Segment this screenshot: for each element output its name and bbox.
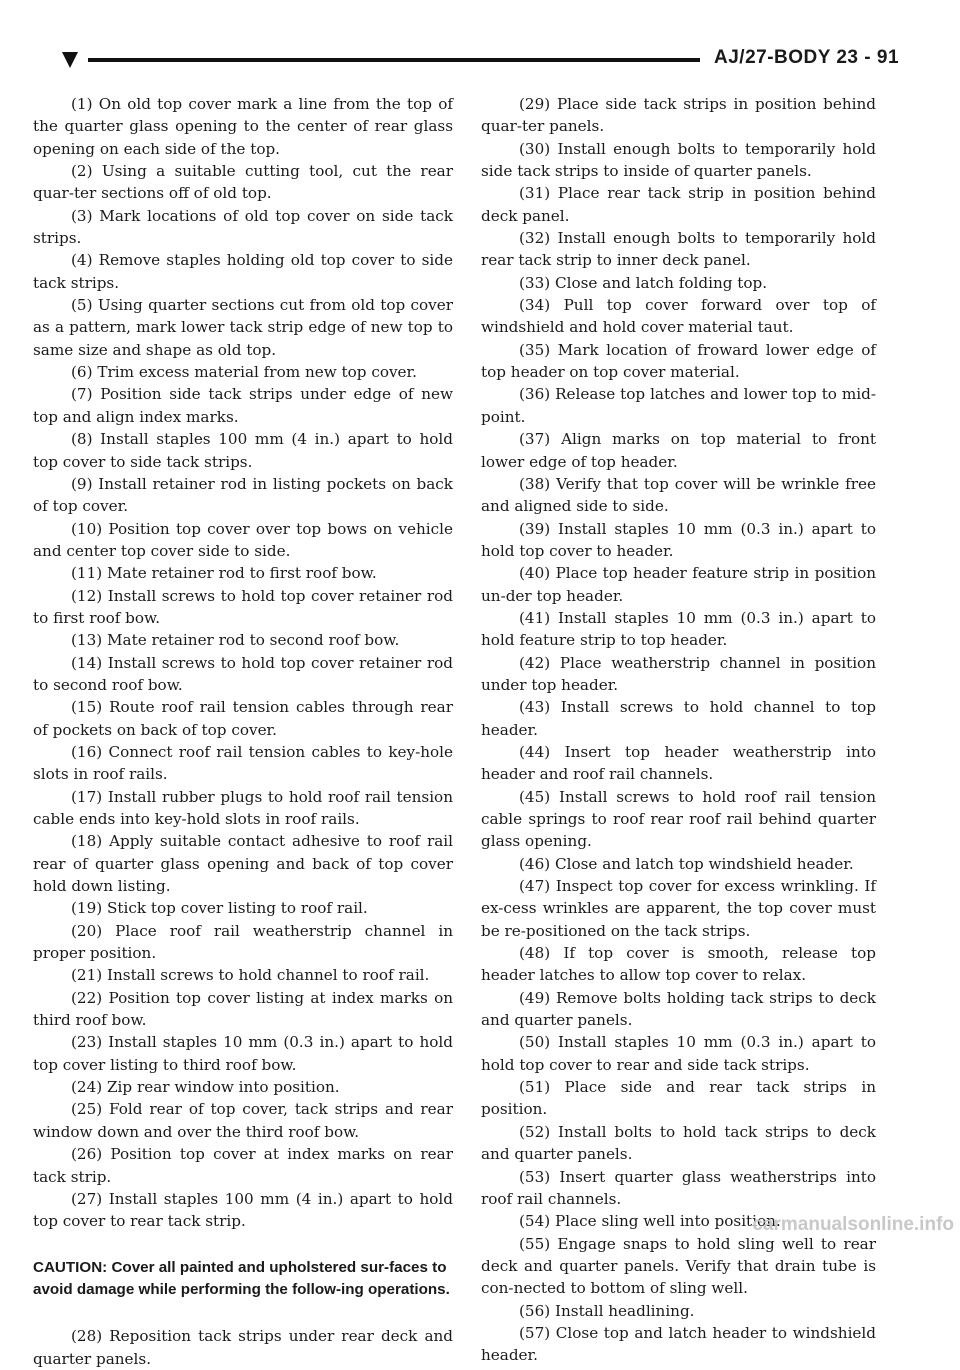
step-paragraph: (15) Route roof rail tension cables through rear of pockets on back of top cover. <box>33 698 453 739</box>
step-paragraph: (19) Stick top cover listing to roof rail. <box>71 899 368 918</box>
step-paragraph: (5) Using quarter sections cut from old top cover as a pattern, mark lower tack strip edge of new top to same size and shape as old top. <box>33 296 453 359</box>
step-paragraph: (28) Reposition tack strips under rear deck and quarter panels. <box>33 1327 453 1368</box>
left-steps-after <box>33 1325 453 1370</box>
step-paragraph: (57) Close top and latch header to windshield header. <box>481 1323 876 1365</box>
step-paragraph: (35) Mark location of froward lower edge of top header on top cover material. <box>481 340 876 382</box>
step-paragraph: (29) Place side tack strips in position behind quar-ter panels. <box>481 95 876 136</box>
step-paragraph: (9) Install retainer rod in listing pockets on back of top cover. <box>33 474 453 516</box>
step-paragraph: (38) Verify that top cover will be wrinkle free and aligned side to side. <box>481 474 876 516</box>
step-paragraph: (34) Pull top cover forward over top of windshield and hold cover material taut. <box>481 296 876 337</box>
step-paragraph: (16) Connect roof rail tension cables to key-hole slots in roof rails. <box>33 742 453 784</box>
step-paragraph: (43) Install screws to hold channel to top header. <box>481 698 876 739</box>
step-paragraph: (26) Position top cover at index marks on rear tack strip. <box>33 1145 453 1186</box>
caution-note: CAUTION: Cover all painted and upholstered sur-faces to avoid damage while performing the follow-ing operations. <box>33 1258 450 1298</box>
triangle-marker-icon <box>62 52 78 68</box>
step-paragraph: (44) Insert top header weatherstrip into header and roof rail channels. <box>481 742 876 784</box>
step-paragraph: (14) Install screws to hold top cover retainer rod to second roof bow. <box>33 653 453 694</box>
step-paragraph: (42) Place weatherstrip channel in position under top header. <box>481 653 876 694</box>
step-paragraph: (53) Insert quarter glass weatherstrips into roof rail channels. <box>481 1167 876 1208</box>
step-paragraph: (56) Install headlining. <box>519 1301 695 1320</box>
step-paragraph: (22) Position top cover listing at index marks on third roof bow. <box>33 988 453 1030</box>
watermark: carmanualsonline.info <box>752 1214 954 1235</box>
step-paragraph: (47) Inspect top cover for excess wrinkling. If ex-cess wrinkles are apparent, the top cover must be re-positioned on the tack strips. <box>481 877 876 940</box>
step-paragraph: (40) Place top header feature strip in position un-der top header. <box>481 564 876 605</box>
step-paragraph: (52) Install bolts to hold tack strips to deck and quarter panels. <box>481 1122 876 1164</box>
step-paragraph: (4) Remove staples holding old top cover to side tack strips. <box>33 251 453 292</box>
step-paragraph: (46) Close and latch top windshield header. <box>519 854 854 873</box>
step-paragraph: (11) Mate retainer rod to first roof bow. <box>71 564 377 583</box>
header-rule <box>88 58 700 62</box>
left-column <box>33 93 453 1370</box>
right-steps <box>481 93 876 1367</box>
step-paragraph: (24) Zip rear window into position. <box>71 1078 340 1097</box>
step-paragraph: (23) Install staples 10 mm (0.3 in.) apart to hold top cover listing to third roof bow. <box>33 1033 453 1074</box>
step-paragraph: (27) Install staples 100 mm (4 in.) apart to hold top cover to rear tack strip. <box>33 1189 453 1231</box>
step-paragraph: (3) Mark locations of old top cover on side tack strips. <box>33 206 453 248</box>
step-paragraph: (12) Install screws to hold top cover retainer rod to first roof bow. <box>33 586 453 627</box>
step-paragraph: (39) Install staples 10 mm (0.3 in.) apart to hold top cover to header. <box>481 519 876 560</box>
step-paragraph: (41) Install staples 10 mm (0.3 in.) apart to hold feature strip to top header. <box>481 608 876 650</box>
step-paragraph: (25) Fold rear of top cover, tack strips and rear window down and over the third roof bow. <box>33 1100 453 1141</box>
page-title: AJ/27-BODY 23 - 91 <box>714 47 900 68</box>
step-paragraph: (1) On old top cover mark a line from the top of the quarter glass opening to the center of rear glass opening on each side of the top. <box>33 95 453 158</box>
step-paragraph: (17) Install rubber plugs to hold roof rail tension cable ends into key-hold slots in roof rails. <box>33 787 453 828</box>
step-paragraph: (18) Apply suitable contact adhesive to roof rail rear of quarter glass opening and back of top cover hold down listing. <box>33 832 453 896</box>
left-steps <box>33 93 453 1233</box>
step-paragraph: (21) Install screws to hold channel to roof rail. <box>71 966 430 985</box>
step-paragraph: (36) Release top latches and lower top to mid-point. <box>481 385 876 426</box>
step-paragraph: (55) Engage snaps to hold sling well to rear deck and quarter panels. Verify that drain tube is con-nected to bottom of sling well. <box>481 1234 876 1298</box>
step-paragraph: (54) Place sling well into position. <box>519 1212 781 1231</box>
step-paragraph: (37) Align marks on top material to front lower edge of top header. <box>481 430 876 471</box>
step-paragraph: (7) Position side tack strips under edge of new top and align index marks. <box>33 385 453 426</box>
step-paragraph: (48) If top cover is smooth, release top header latches to allow top cover to relax. <box>481 944 876 985</box>
step-paragraph: (10) Position top cover over top bows on vehicle and center top cover side to side. <box>33 519 453 560</box>
step-paragraph: (31) Place rear tack strip in position behind deck panel. <box>481 184 876 225</box>
step-paragraph: (30) Install enough bolts to temporarily hold side tack strips to inside of quarter panels. <box>481 139 876 181</box>
step-paragraph: (33) Close and latch folding top. <box>519 273 768 292</box>
step-paragraph: (6) Trim excess material from new top cover. <box>71 363 417 382</box>
step-paragraph: (8) Install staples 100 mm (4 in.) apart to hold top cover to side tack strips. <box>33 430 453 471</box>
step-paragraph: (13) Mate retainer rod to second roof bow. <box>71 631 400 650</box>
step-paragraph: (20) Place roof rail weatherstrip channel in proper position. <box>33 921 453 963</box>
step-paragraph: (49) Remove bolts holding tack strips to deck and quarter panels. <box>481 988 876 1030</box>
right-column <box>481 93 876 1367</box>
step-paragraph: (50) Install staples 10 mm (0.3 in.) apart to hold top cover to rear and side tack strips. <box>481 1033 876 1074</box>
step-paragraph: (2) Using a suitable cutting tool, cut the rear quar-ter sections off of old top. <box>33 162 453 203</box>
step-paragraph: (45) Install screws to hold roof rail tension cable springs to roof rear roof rail behind quarter glass opening. <box>481 787 876 851</box>
step-paragraph: (32) Install enough bolts to temporarily hold rear tack strip to inner deck panel. <box>481 229 876 270</box>
page-header <box>30 40 935 80</box>
step-paragraph: (51) Place side and rear tack strips in position. <box>481 1078 876 1119</box>
